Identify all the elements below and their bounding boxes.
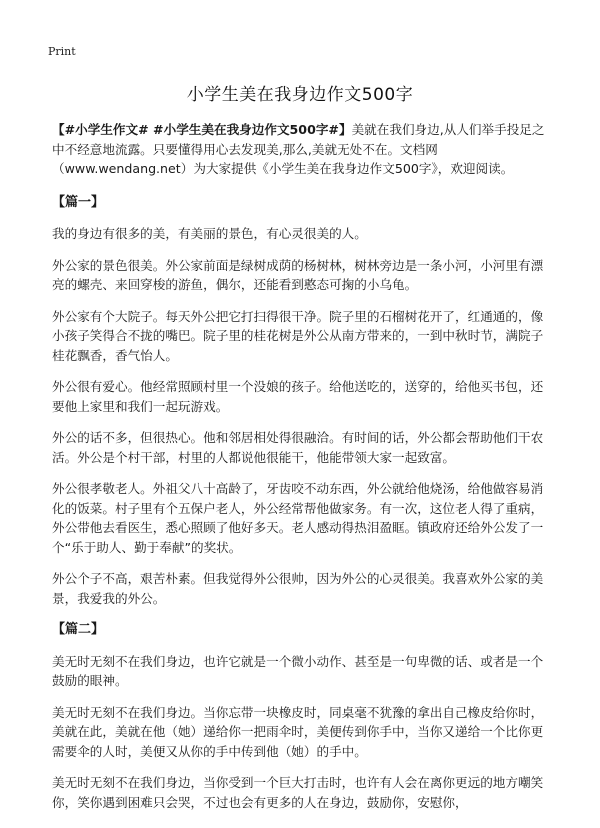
section-heading: 【篇一】 <box>52 194 105 210</box>
paragraph: 外公很有爱心。他经常照顾村里一个没娘的孩子。给他送吃的，送穿的，给他买书包，还要他上家里和我们一起玩游戏。 <box>52 379 544 414</box>
paragraph: 美无时无刻不在我们身边，也许它就是一个微小动作、甚至是一句卑微的话、或者是一个鼓励的眼神。 <box>52 653 544 688</box>
paragraph: 美无时无刻不在我们身边。当你忘带一块橡皮时，同桌毫不犹豫的拿出自己橡皮给你时，美就在此，美就在他（她）递给你一把雨伞时，美便传到你手中，当你又递给一个比你更需要伞的人时，美便又从你的手中传到他（她）的手中。 <box>52 704 544 759</box>
document-title: 小学生美在我身边作文500字 <box>186 85 414 105</box>
paragraph: 我的身边有很多的美，有美丽的景色，有心灵很美的人。 <box>52 226 367 241</box>
paragraph: 外公家有个大院子。每天外公把它打扫得很干净。院子里的石榴树花开了，红通通的，像小孩子笑得合不拢的嘴巴。院子里的桂花树是外公从南方带来的，一到中秋时节，满院子桂花飘香，香气怡人。 <box>52 308 544 363</box>
paragraph: 外公的话不多，但很热心。他和邻居相处得很融洽。有时间的话，外公都会帮助他们干农活。外公是个村干部，村里的人都说他很能干，他能带领大家一起致富。 <box>52 430 544 465</box>
paragraph: 外公很孝敬老人。外祖父八十高龄了，牙齿咬不动东西，外公就给他烧汤，给他做容易消化的饭菜。村子里有个五保户老人，外公经常帮他做家务。有一次，这位老人得了重病，外公带他去看医生，悉心照顾了他好多天。老人感动得热泪盈眶。镇政府还给外公发了一个“乐于助人、勤于奉献”的奖状。 <box>52 481 544 555</box>
paragraph: 美无时无刻不在我们身边，当你受到一个巨大打击时，也许有人会在离你更远的地方嘲笑你，笑你遇到困难只会哭，不过也会有更多的人在身边，鼓励你，安慰你， <box>52 775 544 810</box>
section-heading: 【篇二】 <box>52 622 105 637</box>
print-label: Print <box>48 45 76 58</box>
section-one <box>52 193 552 609</box>
intro-text: 美就在我们身边,从人们举手投足之中不经意地流露。只要懂得用心去发现美,那么,美就无处不在。文档网（www.wendang.net）为大家提供《小学生美在我身边作文500字》，欢迎阅读。 <box>52 122 545 176</box>
document-body <box>52 120 552 824</box>
paragraph: 外公个子不高，艰苦朴素。但我觉得外公很帅，因为外公的心灵很美。我喜欢外公家的美景，我爱我的外公。 <box>52 571 544 606</box>
intro-paragraph <box>52 120 552 179</box>
paragraph: 外公家的景色很美。外公家前面是绿树成荫的杨树林，树林旁边是一条小河，小河里有漂亮的螺壳、来回穿梭的游鱼，偶尔，还能看到憨态可掬的小乌龟。 <box>52 257 544 292</box>
section-two <box>52 620 552 812</box>
intro-tag: 【#小学生作文# #小学生美在我身边作文500字#】 <box>52 122 352 137</box>
